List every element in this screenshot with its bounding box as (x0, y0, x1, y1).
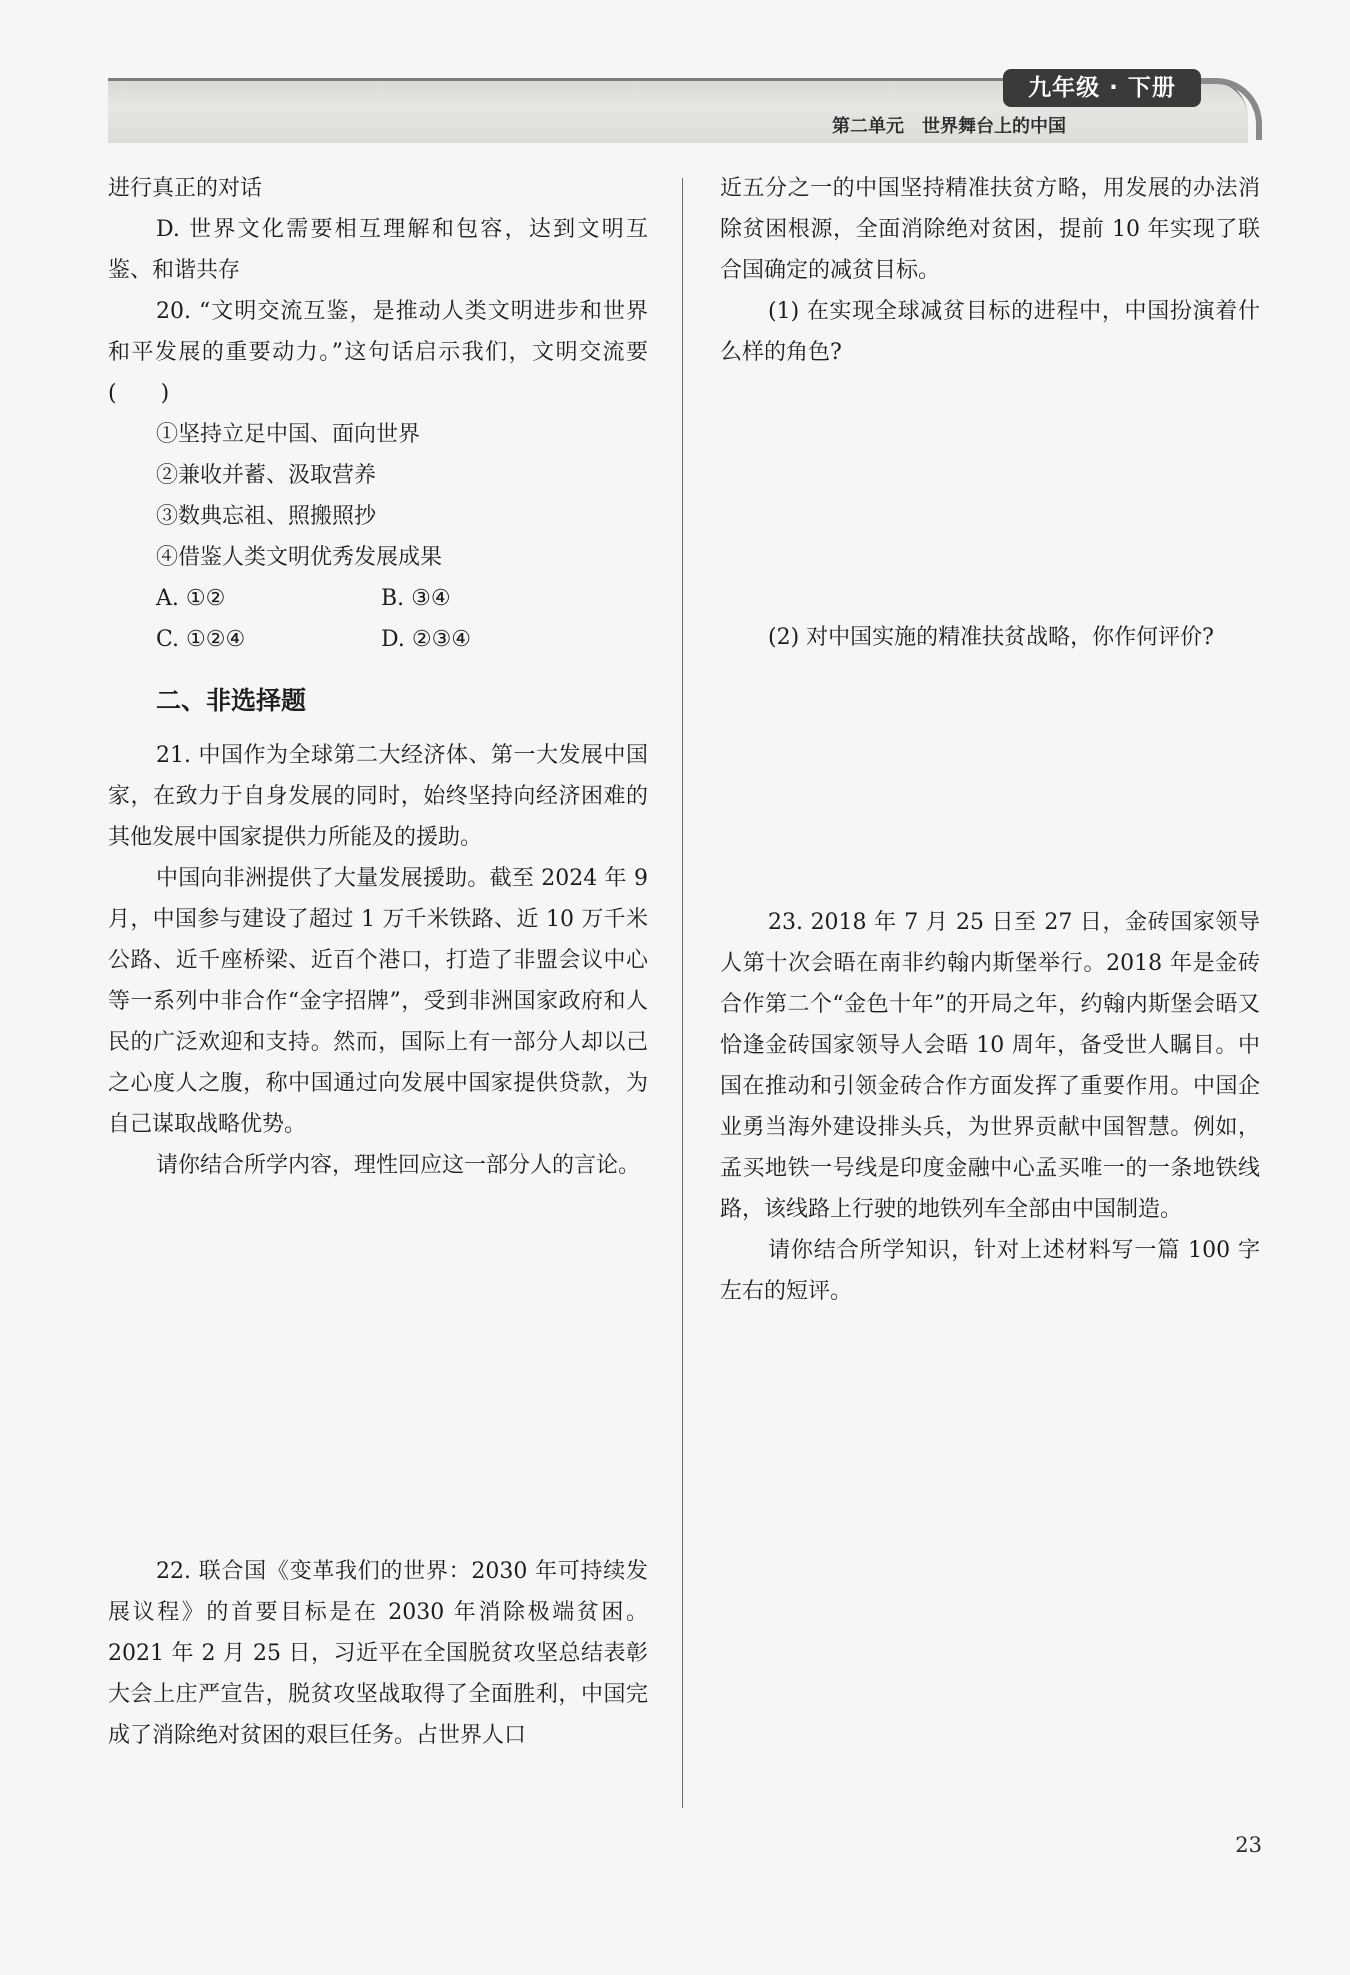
unit-title: 第二单元 世界舞台上的中国 (832, 116, 1066, 137)
answer-space (108, 1186, 648, 1551)
q20-item: ④借鉴人类文明优秀发展成果 (156, 545, 443, 570)
q20-item: ③数典忘祖、照搬照抄 (156, 504, 377, 529)
q19-continuation: 进行真正的对话 (108, 176, 263, 201)
q20-choices-row (108, 619, 648, 660)
grade-tab: 九年级 · 下册 (1003, 69, 1201, 107)
q20-stem: 20. “文明交流互鉴，是推动人类文明进步和世界和平发展的重要动力。”这句话启示我们，文明交流要( ) (108, 299, 648, 406)
q21-paragraph: 中国向非洲提供了大量发展援助。截至 2024 年 9 月，中国参与建设了超过 1 万千米铁路、近 10 万千米公路、近千座桥梁、近百个港口，打造了非盟会议中心等一系列中非合作“金字招牌”，受到非洲国家政府和人民的广泛欢迎和支持。然而，国际上有一部分人却以己之心度人之腹，称中国通过向发展中国家提供贷款，为自己谋取战略优势。 (108, 866, 648, 1137)
q20-item: ①坚持立足中国、面向世界 (156, 422, 421, 447)
q20-choice-c: C. ①②④ (156, 627, 246, 652)
q21-paragraph: 21. 中国作为全球第二大经济体、第一大发展中国家，在致力于自身发展的同时，始终坚持向经济困难的其他发展中国家提供力所能及的援助。 (108, 743, 648, 850)
q22-paragraph: 22. 联合国《变革我们的世界：2030 年可持续发展议程》的首要目标是在 2030 年消除极端贫困。2021 年 2 月 25 日，习近平在全国脱贫攻坚总结表彰大会上庄严宣告，脱贫攻坚战取得了全面胜利，中国完成了消除绝对贫困的艰巨任务。占世界人口 (108, 1559, 648, 1748)
q20-item: ②兼收并蓄、汲取营养 (156, 463, 377, 488)
q20-choice-d: D. ②③④ (381, 627, 472, 652)
right-column (720, 168, 1260, 1312)
answer-space (720, 373, 1260, 617)
q22-subquestion-2: (2) 对中国实施的精准扶贫战略，你作何评价? (768, 625, 1214, 650)
section-heading: 二、非选择题 (156, 686, 307, 715)
page-number: 23 (1235, 1833, 1262, 1857)
q20-choice-a: A. ①② (156, 586, 226, 611)
q23-prompt: 请你结合所学知识，针对上述材料写一篇 100 字左右的短评。 (720, 1238, 1260, 1304)
answer-space (720, 658, 1260, 902)
q20-choice-b: B. ③④ (381, 586, 451, 611)
q22-subquestion-1: (1) 在实现全球减贫目标的进程中，中国扮演着什么样的角色? (720, 299, 1260, 365)
q20-choices-row (108, 578, 648, 619)
left-column (108, 168, 648, 1756)
header-corner-curve (1200, 78, 1262, 140)
q22-continuation: 近五分之一的中国坚持精准扶贫方略，用发展的办法消除贫困根源，全面消除绝对贫困，提前 10 年实现了联合国确定的减贫目标。 (720, 176, 1260, 283)
q19-option-d: D. 世界文化需要相互理解和包容，达到文明互鉴、和谐共存 (108, 217, 648, 283)
column-divider (682, 178, 683, 1808)
q21-prompt: 请你结合所学内容，理性回应这一部分人的言论。 (156, 1153, 641, 1178)
q23-paragraph: 23. 2018 年 7 月 25 日至 27 日，金砖国家领导人第十次会晤在南非约翰内斯堡举行。2018 年是金砖合作第二个“金色十年”的开局之年，约翰内斯堡会晤又恰逢金砖国家领导人会晤 10 周年，备受世人瞩目。中国在推动和引领金砖合作方面发挥了重要作用。中国企业勇当海外建设排头兵，为世界贡献中国智慧。例如，孟买地铁一号线是印度金融中心孟买唯一的一条地铁线路，该线路上行驶的地铁列车全部由中国制造。 (720, 910, 1260, 1222)
